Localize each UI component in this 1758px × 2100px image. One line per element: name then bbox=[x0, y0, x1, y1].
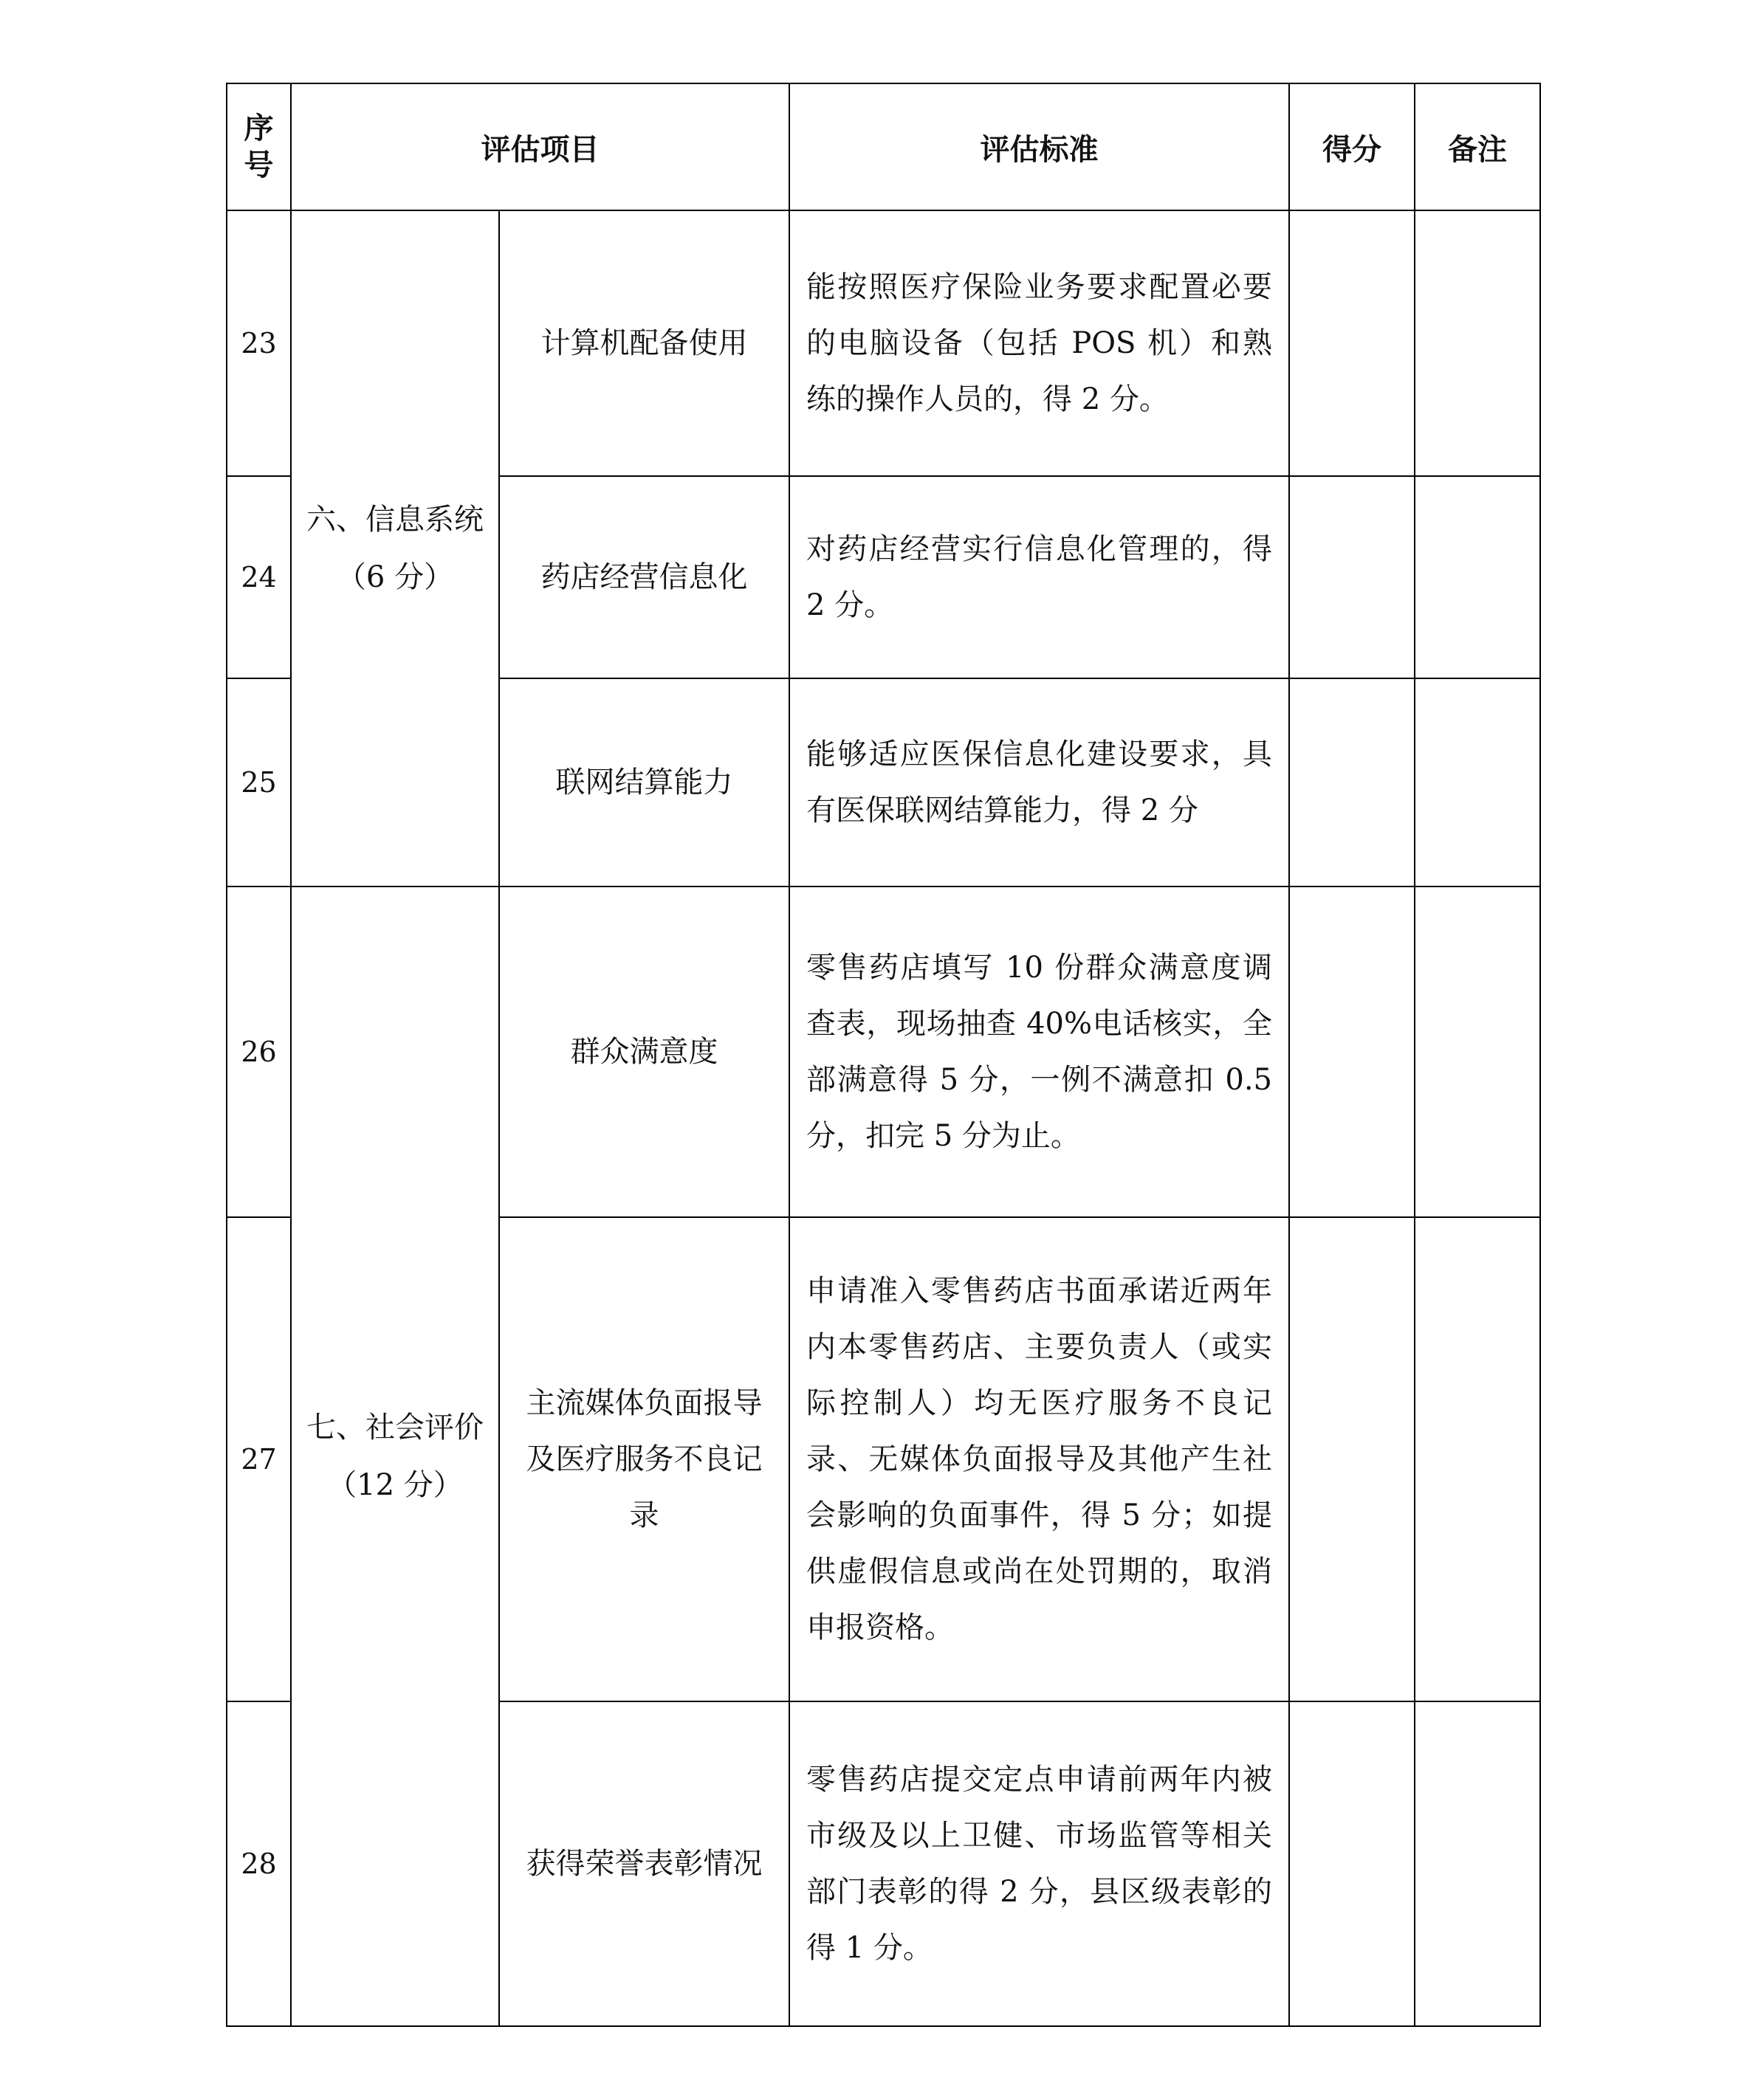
remarks-cell bbox=[1415, 210, 1540, 476]
header-seq bbox=[227, 83, 291, 210]
item-cell: 联网结算能力 bbox=[499, 678, 789, 887]
header-seq-line1: 序 bbox=[244, 111, 274, 145]
category-cell bbox=[291, 210, 499, 887]
category-name: 六、信息系统 bbox=[306, 503, 484, 537]
remarks-cell bbox=[1415, 887, 1540, 1217]
row-number: 27 bbox=[227, 1217, 291, 1701]
score-cell bbox=[1289, 210, 1415, 476]
evaluation-table bbox=[226, 83, 1541, 2027]
score-cell bbox=[1289, 476, 1415, 678]
criteria-cell: 零售药店填写 10 份群众满意度调查表，现场抽查 40%电话核实，全部满意得 5 分，一例不满意扣 0.5 分，扣完 5 分为止。 bbox=[789, 887, 1289, 1217]
criteria-cell: 申请准入零售药店书面承诺近两年内本零售药店、主要负责人（或实际控制人）均无医疗服务不良记录、无媒体负面报导及其他产生社会影响的负面事件，得 5 分；如提供虚假信息或尚在处罚期的，取消申报资格。 bbox=[789, 1217, 1289, 1701]
category-name: 七、社会评价 bbox=[306, 1411, 484, 1445]
row-number: 25 bbox=[227, 678, 291, 887]
category-points: （6 分） bbox=[336, 560, 454, 594]
remarks-cell bbox=[1415, 1701, 1540, 2026]
item-cell: 主流媒体负面报导及医疗服务不良记录 bbox=[499, 1217, 789, 1701]
item-cell: 获得荣誉表彰情况 bbox=[499, 1701, 789, 2026]
criteria-cell: 零售药店提交定点申请前两年内被市级及以上卫健、市场监管等相关部门表彰的得 2 分，县区级表彰的得 1 分。 bbox=[789, 1701, 1289, 2026]
header-seq-line2: 号 bbox=[244, 148, 274, 182]
criteria-cell: 能够适应医保信息化建设要求，具有医保联网结算能力，得 2 分 bbox=[789, 678, 1289, 887]
table-row bbox=[227, 887, 1540, 1217]
score-cell bbox=[1289, 678, 1415, 887]
remarks-cell bbox=[1415, 678, 1540, 887]
row-number: 23 bbox=[227, 210, 291, 476]
row-number: 26 bbox=[227, 887, 291, 1217]
category-points: （12 分） bbox=[327, 1468, 463, 1502]
item-cell: 计算机配备使用 bbox=[499, 210, 789, 476]
remarks-cell bbox=[1415, 1217, 1540, 1701]
header-score: 得分 bbox=[1289, 83, 1415, 210]
row-number: 24 bbox=[227, 476, 291, 678]
table-row bbox=[227, 210, 1540, 476]
score-cell bbox=[1289, 1217, 1415, 1701]
category-cell bbox=[291, 887, 499, 2026]
header-criteria: 评估标准 bbox=[789, 83, 1289, 210]
header-item: 评估项目 bbox=[291, 83, 789, 210]
remarks-cell bbox=[1415, 476, 1540, 678]
score-cell bbox=[1289, 887, 1415, 1217]
item-cell: 群众满意度 bbox=[499, 887, 789, 1217]
criteria-cell: 能按照医疗保险业务要求配置必要的电脑设备（包括 POS 机）和熟练的操作人员的，得 2 分。 bbox=[789, 210, 1289, 476]
header-remarks: 备注 bbox=[1415, 83, 1540, 210]
criteria-cell: 对药店经营实行信息化管理的，得 2 分。 bbox=[789, 476, 1289, 678]
item-cell: 药店经营信息化 bbox=[499, 476, 789, 678]
row-number: 28 bbox=[227, 1701, 291, 2026]
score-cell bbox=[1289, 1701, 1415, 2026]
header-row bbox=[227, 83, 1540, 210]
